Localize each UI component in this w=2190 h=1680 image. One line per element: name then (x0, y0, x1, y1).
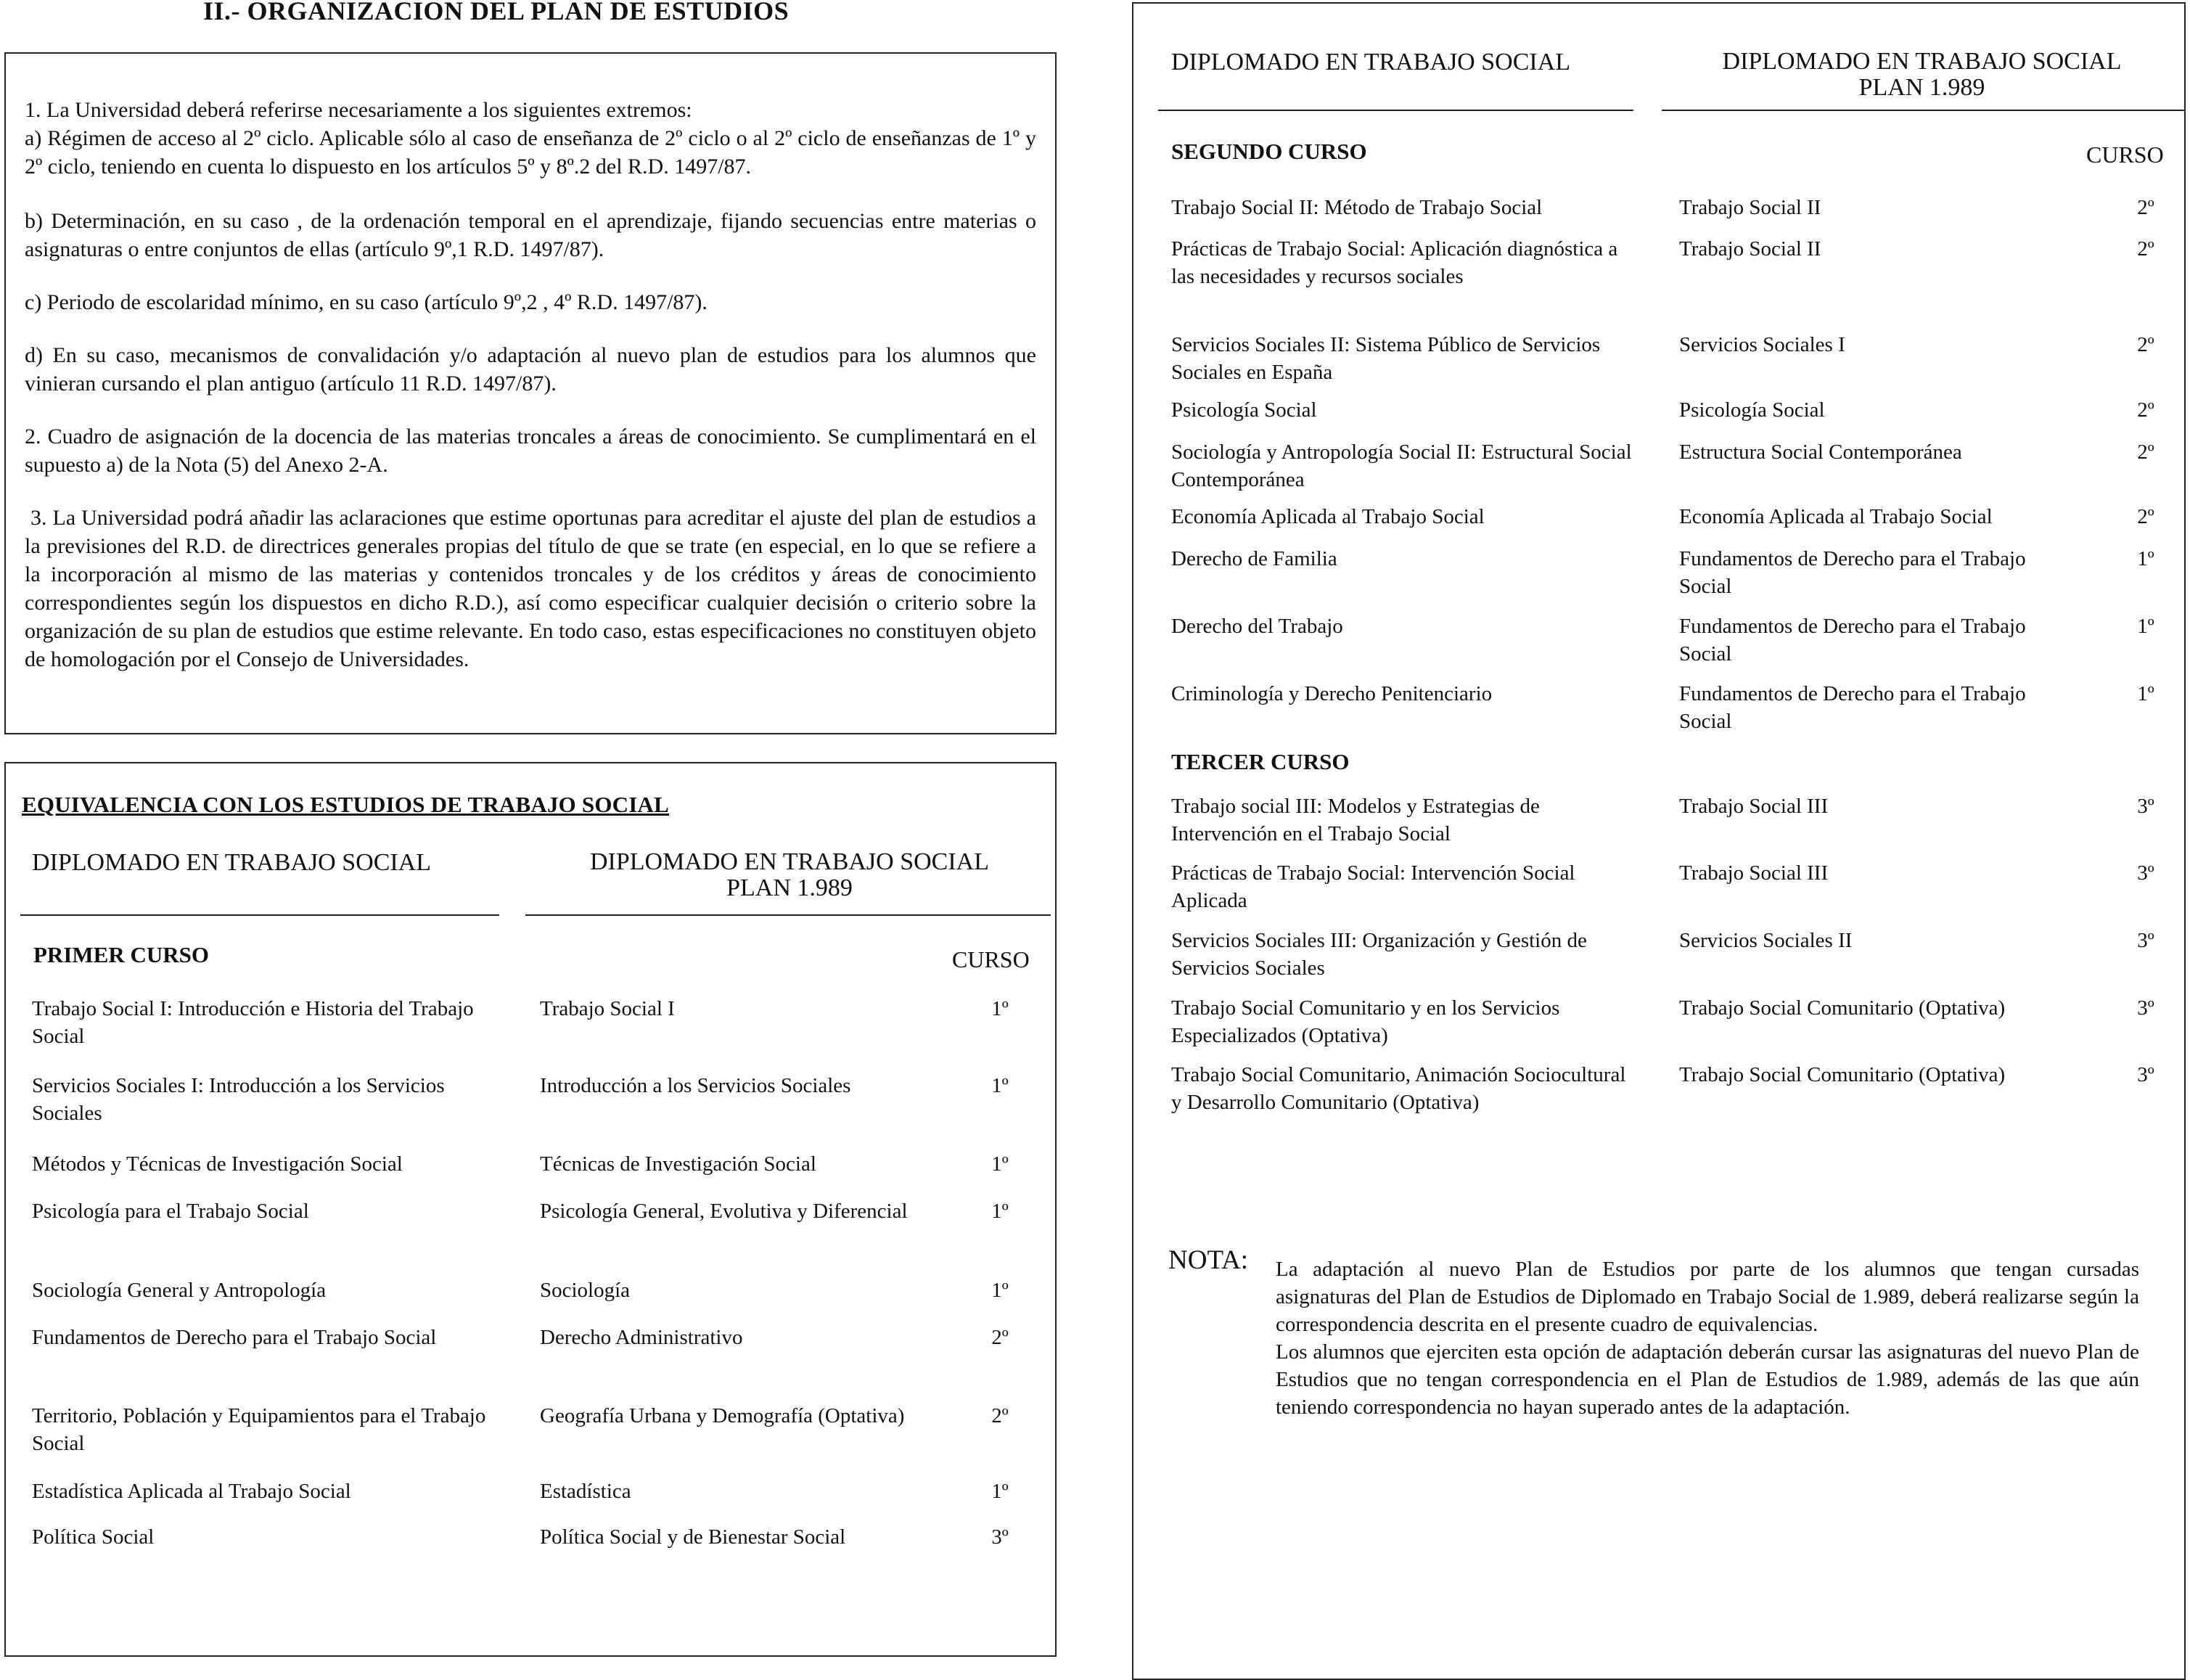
cell-new-subject: Trabajo Social Comunitario, Animación Sociocultural y Desarrollo Comunitario (Optativa) (1171, 1063, 1626, 1114)
cell-curso: 1º (991, 1152, 1009, 1176)
cell-new-subject: Criminología y Derecho Penitenciario (1171, 682, 1493, 705)
note-paragraph-1: 1. La Universidad deberá referirse necesariamente a los siguientes extremos: a) Régimen de acceso al 2º ciclo. Aplicable sólo al caso de enseñanza de 2º ciclo o al 2º ciclo de enseñanzas de 1º y 2º ciclo, teniendo en cuenta lo dispuesto en los artículos 5º y 8º.2 del R.D. 1497/87. (25, 98, 1036, 179)
curso-column-label: CURSO (952, 946, 1030, 972)
cell-old-subject: Trabajo Social III (1679, 861, 1829, 885)
cell-new-subject: Política Social (32, 1525, 155, 1549)
nota-label: NOTA: (1168, 1245, 1249, 1275)
cell-curso: 1º (2137, 682, 2154, 705)
cell-curso: 3º (2137, 1063, 2154, 1086)
cell-old-subject: Servicios Sociales II (1679, 929, 1853, 952)
cell-old-subject: Política Social y de Bienestar Social (540, 1525, 846, 1549)
cell-old-subject: Psicología General, Evolutiva y Diferencial (540, 1200, 908, 1223)
cell-new-subject: Sociología y Antropología Social II: Estructural Social Contemporánea (1171, 441, 1632, 491)
column-header-old (528, 849, 1051, 901)
cell-curso: 3º (2137, 929, 2154, 952)
column-header-old-plan-right: PLAN 1.989 (1858, 74, 1985, 101)
cell-old-subject: Estadística (540, 1480, 631, 1503)
cell-new-subject: Servicios Sociales I: Introducción a los Servicios Sociales (32, 1074, 445, 1125)
column-header-old-title: DIPLOMADO EN TRABAJO SOCIAL (589, 848, 989, 875)
column-header-old-right (1659, 49, 2185, 101)
cell-curso: 1º (991, 1200, 1009, 1223)
column-header-new-right: DIPLOMADO EN TRABAJO SOCIAL (1171, 49, 1571, 75)
page-title: II.- ORGANIZACION DEL PLAN DE ESTUDIOS (203, 0, 790, 25)
header-rule-left (20, 914, 499, 916)
cell-old-subject: Trabajo Social Comunitario (Optativa) (1679, 996, 2006, 1020)
cell-curso: 1º (991, 1480, 1009, 1503)
column-header-old-plan: PLAN 1.989 (726, 874, 853, 901)
cell-curso: 3º (2137, 996, 2154, 1020)
course-heading-segundo: SEGUNDO CURSO (1171, 139, 1367, 164)
cell-new-subject: Métodos y Técnicas de Investigación Social (32, 1152, 403, 1176)
nota-text: asignaturas del Plan de Estudios de Diplomado en Trabajo Social de 1.989, deberá realizarse según la correspondencia descrita en el presente cuadro de equivalencias. Los alumnos que ejerciten esta opción de adaptación deberán cursar las asignaturas del nuevo Plan de Estudios que no tengan correspondencia en el Plan de Estudios de 1.989, además de las que aún teniendo correspondencia no hayan superado antes de la adaptación. (1276, 1285, 2139, 1419)
column-header-new: DIPLOMADO EN TRABAJO SOCIAL (32, 849, 432, 876)
note-paragraph-2: 2. Cuadro de asignación de la docencia de las materias troncales a áreas de conocimiento. Se cumplimentará en el supuesto a) de la Nota (5) del Anexo 2-A. (25, 425, 1036, 477)
cell-new-subject: Trabajo social III: Modelos y Estrategias de Intervención en el Trabajo Social (1171, 795, 1540, 845)
header-rule-right (525, 914, 1051, 916)
cell-new-subject: Psicología Social (1171, 398, 1317, 422)
cell-old-subject: Trabajo Social II (1679, 237, 1821, 261)
cell-new-subject: Territorio, Población y Equipamientos para el Trabajo Social (32, 1404, 486, 1455)
cell-curso: 2º (991, 1404, 1009, 1427)
nota-first-line: La adaptación al nuevo Plan de Estudios por parte de los alumnos que tengan cursadas (1276, 1258, 2139, 1281)
cell-old-subject: Trabajo Social II (1679, 196, 1821, 219)
cell-new-subject: Estadística Aplicada al Trabajo Social (32, 1480, 351, 1503)
cell-curso: 2º (991, 1326, 1009, 1349)
cell-new-subject: Sociología General y Antropología (32, 1279, 327, 1302)
cell-new-subject: Trabajo Social I: Introducción e Historia del Trabajo Social (32, 997, 474, 1048)
cell-old-subject: Geografía Urbana y Demografía (Optativa) (540, 1404, 905, 1427)
note-paragraph-c: c) Periodo de escolaridad mínimo, en su caso (artículo 9º,2 , 4º R.D. 1497/87). (25, 290, 708, 314)
cell-new-subject: Trabajo Social Comunitario y en los Servicios Especializados (Optativa) (1171, 996, 1560, 1047)
note-paragraph-d: d) En su caso, mecanismos de convalidación y/o adaptación al nuevo plan de estudios para los alumnos que vinieran cursando el plan antiguo (artículo 11 R.D. 1497/87). (25, 343, 1036, 396)
cell-curso: 2º (2137, 237, 2154, 261)
course-heading-primer: PRIMER CURSO (33, 942, 209, 967)
cell-curso: 1º (991, 1279, 1009, 1302)
cell-old-subject: Trabajo Social III (1679, 795, 1829, 818)
cell-curso: 2º (2137, 196, 2154, 219)
cell-new-subject: Economía Aplicada al Trabajo Social (1171, 505, 1485, 528)
cell-new-subject: Prácticas de Trabajo Social: Intervención Social Aplicada (1171, 861, 1575, 912)
cell-curso: 2º (2137, 333, 2154, 356)
cell-old-subject: Fundamentos de Derecho para el Trabajo Social (1679, 547, 2026, 598)
cell-new-subject: Derecho del Trabajo (1171, 615, 1343, 638)
cell-old-subject: Estructura Social Contemporánea (1679, 441, 1962, 464)
cell-curso: 1º (991, 997, 1009, 1020)
curso-column-label-right: CURSO (2086, 142, 2164, 168)
equivalence-box-left (4, 762, 1057, 1657)
cell-curso: 2º (2137, 505, 2154, 528)
cell-curso: 1º (2137, 615, 2154, 638)
cell-new-subject: Psicología para el Trabajo Social (32, 1200, 309, 1223)
cell-old-subject: Fundamentos de Derecho para el Trabajo Social (1679, 682, 2026, 733)
cell-curso: 1º (991, 1074, 1009, 1097)
cell-old-subject: Derecho Administrativo (540, 1326, 743, 1349)
note-paragraph-3: 3. La Universidad podrá añadir las aclaraciones que estime oportunas para acreditar el ajuste del plan de estudios a la previsiones del R.D. de directrices generales propias del título de que se trate (en especial, en lo que se refiere a la incorporación al mismo de las materias y contenidos troncales y de los créditos y áreas de conocimiento correspondientes según los dispuestos en dicho R.D.), así como especificar cualquier decisión o criterio sobre la organización de su plan de estudios que estime relevante. En todo caso, estas especificaciones no constituyen objeto de homologación por el Consejo de Universidades. (25, 506, 1036, 671)
header-rule-left-right (1158, 110, 1633, 111)
cell-curso: 3º (2137, 861, 2154, 885)
cell-curso: 3º (2137, 795, 2154, 818)
cell-old-subject: Sociología (540, 1279, 631, 1302)
equivalence-box-right (1132, 2, 2186, 1680)
cell-curso: 1º (2137, 547, 2154, 570)
cell-new-subject: Servicios Sociales III: Organización y Gestión de Servicios Sociales (1171, 929, 1587, 980)
cell-curso: 2º (2137, 398, 2154, 422)
section-title: EQUIVALENCIA CON LOS ESTUDIOS DE TRABAJO SOCIAL (22, 792, 669, 817)
cell-new-subject: Trabajo Social II: Método de Trabajo Social (1171, 196, 1543, 219)
cell-old-subject: Introducción a los Servicios Sociales (540, 1074, 851, 1097)
cell-old-subject: Trabajo Social Comunitario (Optativa) (1679, 1063, 2006, 1086)
cell-new-subject: Servicios Sociales II: Sistema Público de Servicios Sociales en España (1171, 333, 1601, 384)
header-rule-right-right (1662, 110, 2185, 111)
cell-new-subject: Fundamentos de Derecho para el Trabajo Social (32, 1326, 437, 1349)
cell-curso: 2º (2137, 441, 2154, 464)
cell-new-subject: Derecho de Familia (1171, 547, 1337, 570)
course-heading-tercer: TERCER CURSO (1171, 749, 1350, 774)
cell-old-subject: Servicios Sociales I (1679, 333, 1845, 356)
cell-old-subject: Fundamentos de Derecho para el Trabajo Social (1679, 615, 2026, 665)
column-header-old-title-right: DIPLOMADO EN TRABAJO SOCIAL (1722, 48, 2122, 75)
note-paragraph-b: b) Determinación, en su caso , de la ordenación temporal en el aprendizaje, fijando secuencias entre materias o asignaturas o entre conjuntos de ellas (artículo 9º,1 R.D. 1497/87). (25, 209, 1036, 261)
cell-old-subject: Psicología Social (1679, 398, 1825, 422)
cell-curso: 3º (991, 1525, 1009, 1549)
cell-old-subject: Economía Aplicada al Trabajo Social (1679, 505, 1993, 528)
cell-old-subject: Técnicas de Investigación Social (540, 1152, 816, 1176)
notes-box (4, 52, 1057, 734)
cell-new-subject: Prácticas de Trabajo Social: Aplicación diagnóstica a las necesidades y recursos sociales (1171, 237, 1618, 288)
cell-old-subject: Trabajo Social I (540, 997, 675, 1020)
